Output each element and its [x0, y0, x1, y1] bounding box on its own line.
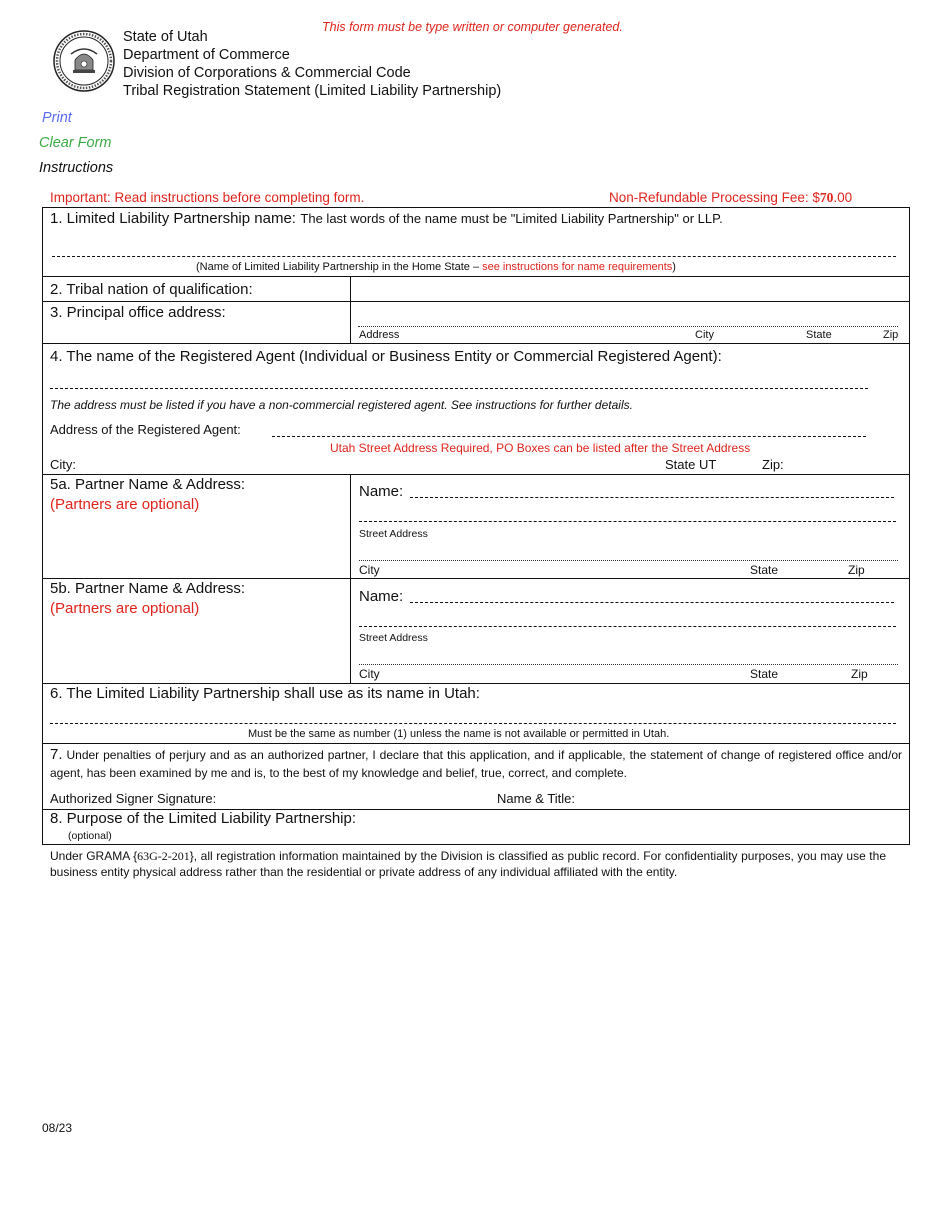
grama-body: }, all registration information maintained by the Division is classified as public record. For confidentiality purposes, you may use the business entity physical address rather than the residential or private address of any individual affiliated with the entity. — [50, 849, 886, 879]
partner-b-street-caption: Street Address — [359, 632, 428, 644]
header-department: Department of Commerce — [123, 47, 290, 63]
caption-text: (Name of Limited Liability Partnership in the Home State – — [196, 261, 480, 273]
agent-address-label: Address of the Registered Agent: — [50, 422, 241, 437]
grama-notice — [50, 848, 886, 880]
header-block — [123, 28, 501, 100]
principal-city-caption: City — [695, 329, 714, 341]
partner-a-name-label: Name: — [359, 483, 404, 500]
partner-a-city-field[interactable] — [359, 560, 898, 561]
important-notice: Important: Read instructions before completing form. — [50, 190, 365, 205]
partner-a-zip-caption: Zip — [848, 563, 865, 577]
state-seal-icon — [53, 30, 115, 92]
agent-zip-label: Zip: — [762, 457, 784, 472]
partner-b-state-caption: State — [750, 667, 779, 681]
agent-state-label: State UT — [665, 457, 717, 472]
section-5a-optional: (Partners are optional) — [50, 496, 200, 513]
partner-a-state-caption: State — [750, 563, 779, 577]
section-1-note: The last words of the name must be "Limited Liability Partnership" or LLP. — [300, 211, 723, 226]
section-5b-label: 5b. Partner Name & Address: — [50, 580, 246, 597]
section-4-label: 4. The name of the Registered Agent (Individual or Business Entity or Commercial Registered Agent): — [50, 348, 722, 365]
agent-city-label: City: — [50, 457, 76, 472]
partner-b-zip-caption: Zip — [851, 667, 868, 681]
instructions-link[interactable]: Instructions — [39, 160, 114, 176]
section-6-label: 6. The Limited Liability Partnership shall use as its name in Utah: — [50, 685, 480, 702]
header-form-title: Tribal Registration Statement (Limited Liability Partnership) — [123, 83, 502, 99]
section-1-caption — [196, 261, 676, 273]
fee-cents: .00 — [833, 190, 853, 205]
form-revision-date: 08/23 — [42, 1121, 73, 1135]
section-8-label: 8. Purpose of the Limited Liability Partnership: — [50, 810, 356, 827]
grama-code: 63G-2-201 — [137, 849, 190, 863]
typewritten-notice: This form must be type written or computer generated. — [322, 20, 623, 34]
partner-b-name-field[interactable] — [410, 602, 894, 603]
clear-form-button[interactable]: Clear Form — [39, 135, 112, 151]
processing-fee — [609, 190, 852, 206]
section-5b-optional: (Partners are optional) — [50, 600, 200, 617]
caption-close: ) — [672, 261, 676, 273]
header-state: State of Utah — [123, 29, 208, 45]
tribal-nation-field[interactable] — [352, 278, 908, 300]
section-3-label: 3. Principal office address: — [50, 304, 226, 321]
principal-address-caption: Address — [359, 329, 400, 341]
partner-b-city-caption: City — [359, 667, 380, 681]
name-requirements-link[interactable]: see instructions for name requirements — [482, 261, 673, 273]
principal-zip-caption: Zip — [883, 329, 899, 341]
section-7-number: 7. — [50, 746, 63, 763]
section-6-caption: Must be the same as number (1) unless the name is not available or permitted in Utah. — [248, 728, 670, 740]
partner-b-name-label: Name: — [359, 588, 404, 605]
fee-amount: 70 — [819, 190, 834, 205]
partner-a-street-caption: Street Address — [359, 528, 428, 540]
print-button[interactable]: Print — [42, 110, 72, 126]
partner-a-name-field[interactable] — [410, 497, 894, 498]
section-1-heading — [50, 210, 723, 228]
section-5a-label: 5a. Partner Name & Address: — [50, 476, 246, 493]
declaration-text: Under penalties of perjury and as an authorized partner, I declare that this application, and if applicable, the statement of change of registered office and/or agent, has been examined by me and is, to the best of my knowledge and belief, true, correct, and complete. — [50, 748, 902, 780]
header-division: Division of Corporations & Commercial Code — [123, 65, 411, 81]
partner-a-street-field[interactable] — [359, 521, 896, 522]
signer-signature-label: Authorized Signer Signature: — [50, 791, 217, 806]
registered-agent-name-field[interactable] — [50, 388, 868, 389]
partner-a-city-caption: City — [359, 563, 380, 577]
grama-prefix: Under GRAMA { — [50, 849, 138, 863]
agent-address-note: Utah Street Address Required, PO Boxes can be listed after the Street Address — [330, 441, 751, 455]
name-title-label: Name & Title: — [497, 791, 576, 806]
section-1-label: 1. Limited Liability Partnership name: — [50, 210, 296, 227]
partner-b-city-field[interactable] — [359, 664, 898, 665]
llp-name-field[interactable] — [52, 256, 896, 257]
principal-state-caption: State — [806, 329, 832, 341]
fee-prefix: Non-Refundable Processing Fee: $ — [609, 190, 820, 205]
section-7-declaration — [50, 746, 902, 782]
agent-address-field[interactable] — [272, 436, 866, 437]
utah-name-field[interactable] — [50, 723, 896, 724]
section-8-optional: (optional) — [68, 830, 112, 842]
partner-b-street-field[interactable] — [359, 626, 896, 627]
section-4-note: The address must be listed if you have a non-commercial registered agent. See instructions for further details. — [50, 398, 633, 412]
principal-address-field[interactable] — [358, 326, 898, 327]
section-2-label: 2. Tribal nation of qualification: — [50, 281, 253, 298]
